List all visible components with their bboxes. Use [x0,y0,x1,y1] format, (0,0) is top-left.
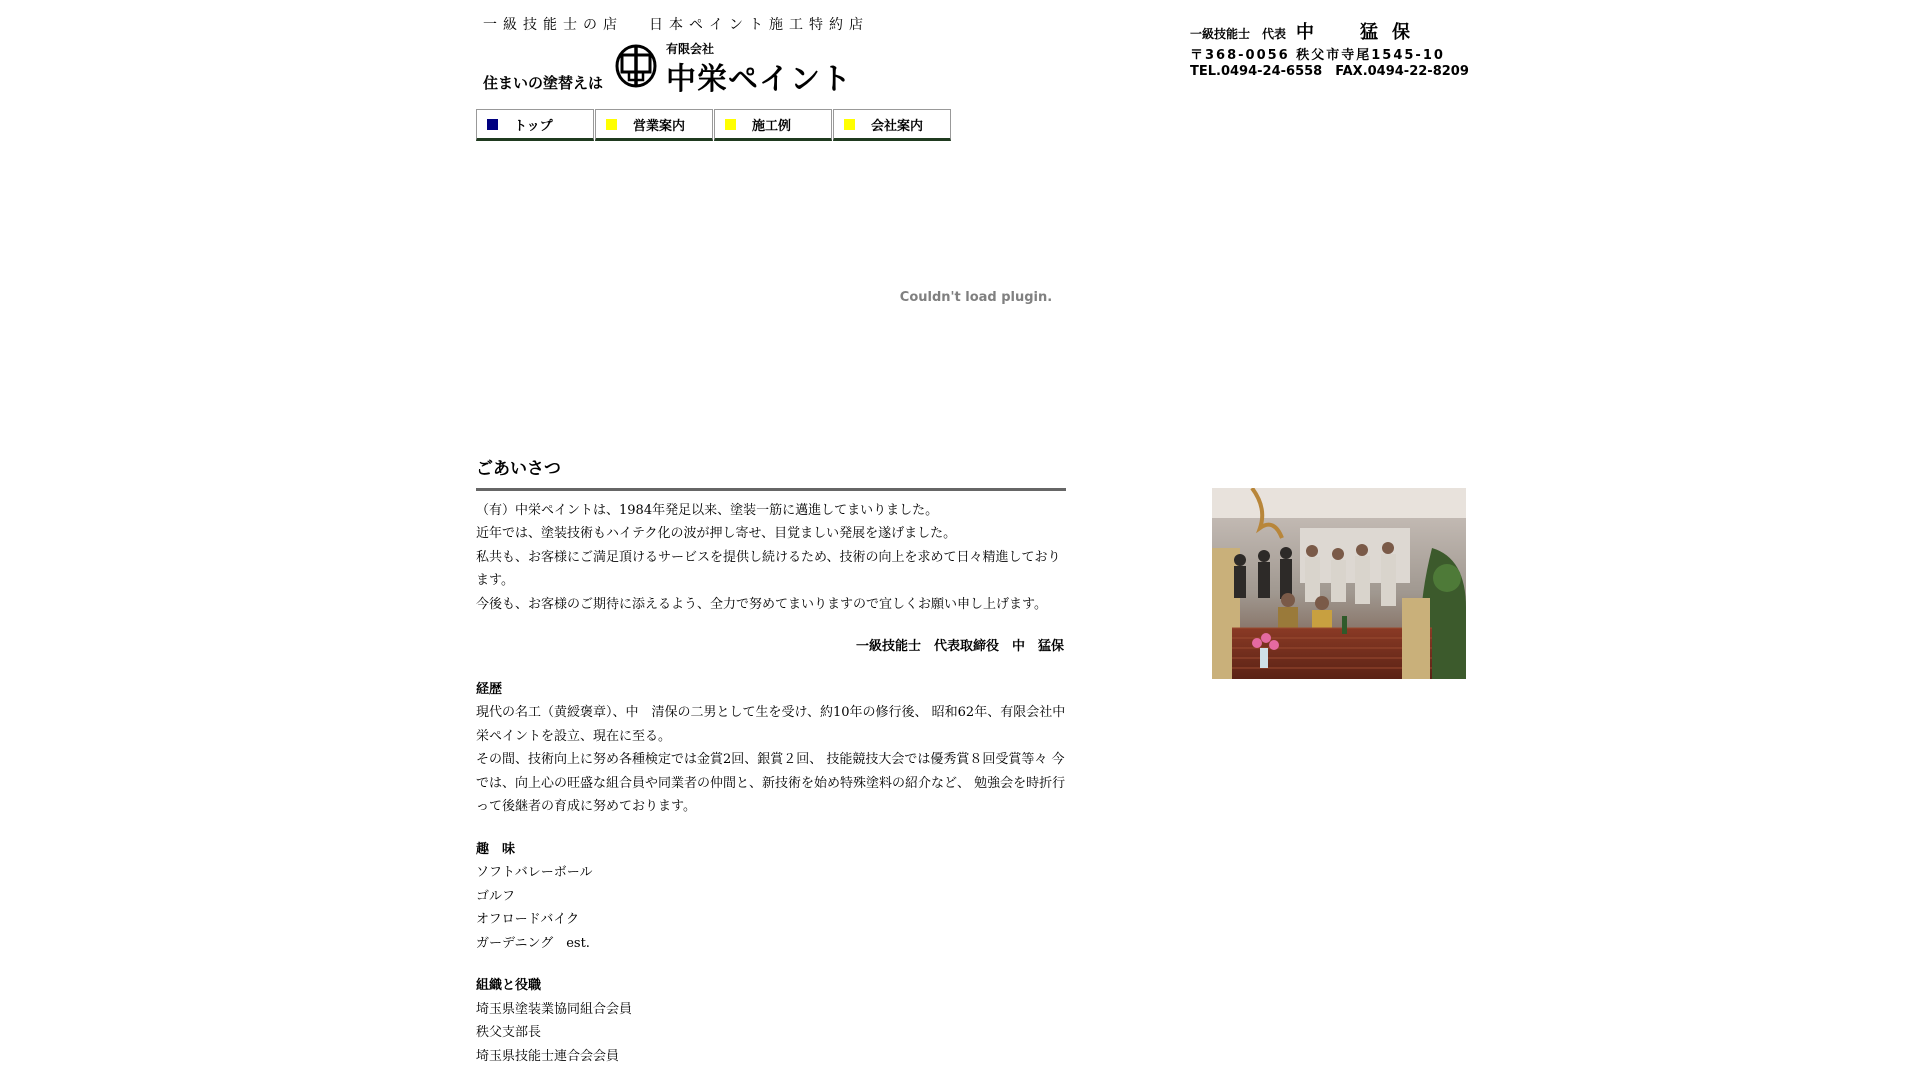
hobby-item: オフロードバイク [476,912,580,927]
greeting-paragraph: （有）中栄ペイントは、1984年発足以来、塗装一筋に邁進してまいりました。 [476,502,939,518]
main-content [476,458,1066,1068]
nav-company[interactable] [833,109,951,141]
hobbies-heading: 趣 味 [476,841,516,857]
signature: 一級技能士 代表取締役 中 猛保 [855,639,1064,654]
company-logo-icon [614,42,658,88]
career-heading: 経歴 [476,681,503,697]
company-type: 有限会社 [666,42,715,56]
nav-bullet-icon [844,119,855,130]
organization-item: 埼玉県技能士連合会会員 [476,1048,620,1064]
representative [1190,18,1424,44]
nav-bullet-icon [487,119,498,130]
group-photo [1212,488,1466,679]
nav-business[interactable] [595,109,713,141]
greeting-heading: ごあいさつ [476,458,1066,491]
hobby-item: ガーデニング est. [476,935,590,951]
company-name: 中栄ペイント [666,62,852,97]
nav-label: 施工例 [752,118,792,134]
tel-fax: TEL.0494-24-6558 FAX.0494-22-8209 [1190,64,1469,79]
header-tagline [483,14,869,34]
greeting-paragraph: 私共も、お客様にご満足頂けるサービスを提供し続けるため、技術の向上を求めて日々精進しております。 [476,549,1061,588]
nav-label: 会社案内 [871,118,924,134]
nav-bullet-icon [606,119,617,130]
rep-name: 中 猛保 [1296,22,1425,43]
sub-caption: 住まいの塗替えは [483,74,604,92]
main-nav [476,109,952,141]
organizations-heading: 組織と役職 [476,978,542,993]
rep-title: 一級技能士 代表 [1190,27,1287,41]
greeting-paragraph: 今後も、お客様のご期待に添えるよう、全力で努めてまいりますので宜しくお願い申し上げます。 [476,596,1047,612]
plugin-error-message: Couldn't load plugin. [899,290,1053,305]
organization-item: 埼玉県塗装業協同組合会員 [476,1001,633,1017]
hobby-item: ソフトバレーボール [476,865,593,880]
nav-label: 営業案内 [633,118,686,134]
organization-item: 秩父支部長 [476,1025,542,1040]
greeting-paragraph: 近年では、塗装技術もハイテク化の波が押し寄せ、目覚ましい発展を遂げました。 [476,526,957,541]
plugin-placeholder[interactable] [476,160,1476,435]
hobby-item: ゴルフ [476,888,516,904]
address: 〒368-0056 秩父市寺尾1545-10 [1190,48,1445,63]
career-paragraph: その間、技術向上に努め各種検定では金賞2回、銀賞２回、 技能競技大会では優秀賞８回受賞等々 今では、向上心の旺盛な組合員や同業者の仲間と、新技術を始め特殊塗料の紹介など、 勉強会を時折行って後継者の育成に努めております。 [476,752,1066,814]
career-paragraph: 現代の名工（黄綬褒章）、中 清保の二男として生を受け、約10年の修行後、 昭和62年、有限会社中栄ペイントを設立、現在に至る。 [476,705,1066,744]
nav-works[interactable] [714,109,832,141]
nav-label: トップ [514,118,553,134]
tagline-left: 一級技能士の店 [483,17,623,33]
nav-top[interactable] [476,109,594,141]
nav-bullet-icon [725,119,736,130]
tagline-right: 日本ペイント施工特約店 [649,17,869,33]
